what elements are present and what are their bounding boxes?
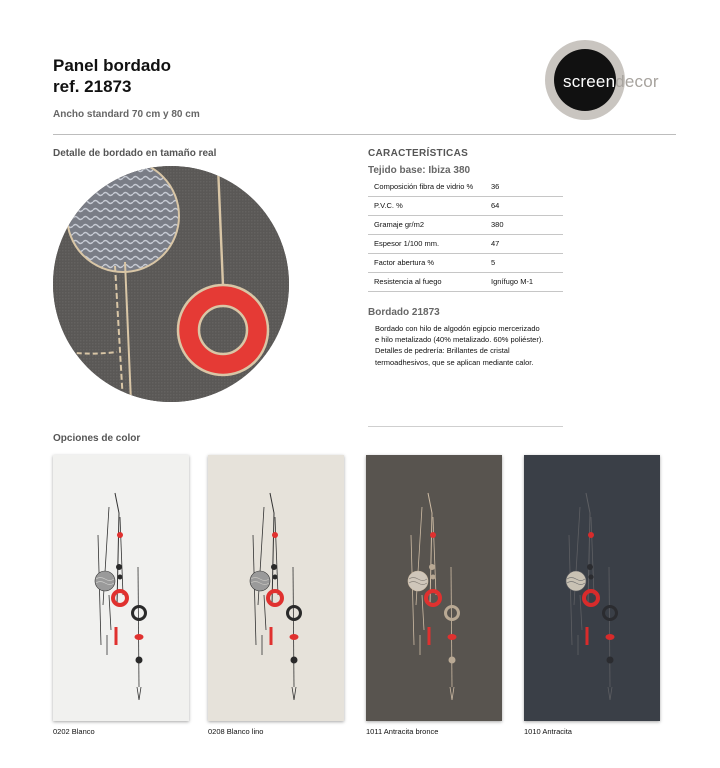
spec-value: 380 [483,215,563,234]
color-options-label: Opciones de color [53,433,141,444]
color-swatch-antracita[interactable] [524,455,660,721]
spec-value: 64 [483,196,563,215]
spec-row [368,272,563,291]
base-fabric-subtitle: Tejido base: Ibiza 380 [368,165,471,176]
description-line: termoadhesivos, que se aplican mediante calor. [375,357,534,367]
characteristics-title: CARACTERÍSTICAS [368,148,469,159]
spec-row [368,196,563,215]
spec-label: Gramaje gr/m2 [368,215,483,234]
color-swatch-blanco-lino[interactable] [208,455,344,721]
embroidery-detail-image [53,166,289,402]
spec-label: Composición fibra de vidrio % [368,177,483,196]
logo-text-screen: screen [563,72,616,91]
spec-label: P.V.C. % [368,196,483,215]
spec-value: 5 [483,253,563,272]
description-line: Bordado con hilo de algodón egipcio mercerizado [375,324,540,333]
spec-value: 36 [483,177,563,196]
swatch-caption: 0208 Blanco lino [208,727,264,736]
title-line-name: Panel bordado [53,56,172,75]
title-line-ref: ref. 21873 [53,77,132,96]
spec-value: Ignífugo M-1 [483,272,563,291]
color-swatch-antracita-bronce[interactable] [366,455,502,721]
specs-table [368,177,563,292]
spec-label: Resistencia al fuego [368,272,483,291]
page-title [53,55,171,97]
spec-row [368,177,563,196]
spec-row [368,215,563,234]
color-swatch-blanco[interactable] [53,455,189,721]
header-divider [53,134,676,135]
spec-row [368,234,563,253]
description-line: e hilo metalizado (40% metalizado. 60% poliéster). [375,335,544,345]
logo-text-decor: decor [615,72,659,91]
swatch-caption: 0202 Blanco [53,727,95,736]
swatch-caption: 1010 Antracita [524,727,572,736]
swatch-caption: 1011 Antracita bronce [366,727,439,736]
section-divider [368,426,563,427]
embroidery-description [375,323,575,368]
spec-label: Espesor 1/100 mm. [368,234,483,253]
embroidery-title: Bordado 21873 [368,307,440,318]
detail-label: Detalle de bordado en tamaño real [53,148,217,159]
spec-value: 47 [483,234,563,253]
spec-label: Factor abertura % [368,253,483,272]
width-subtitle: Ancho standard 70 cm y 80 cm [53,109,200,120]
description-line: Detalles de pedrería: Brillantes de cristal [375,346,510,356]
spec-row [368,253,563,272]
brand-logo-text [563,72,659,92]
